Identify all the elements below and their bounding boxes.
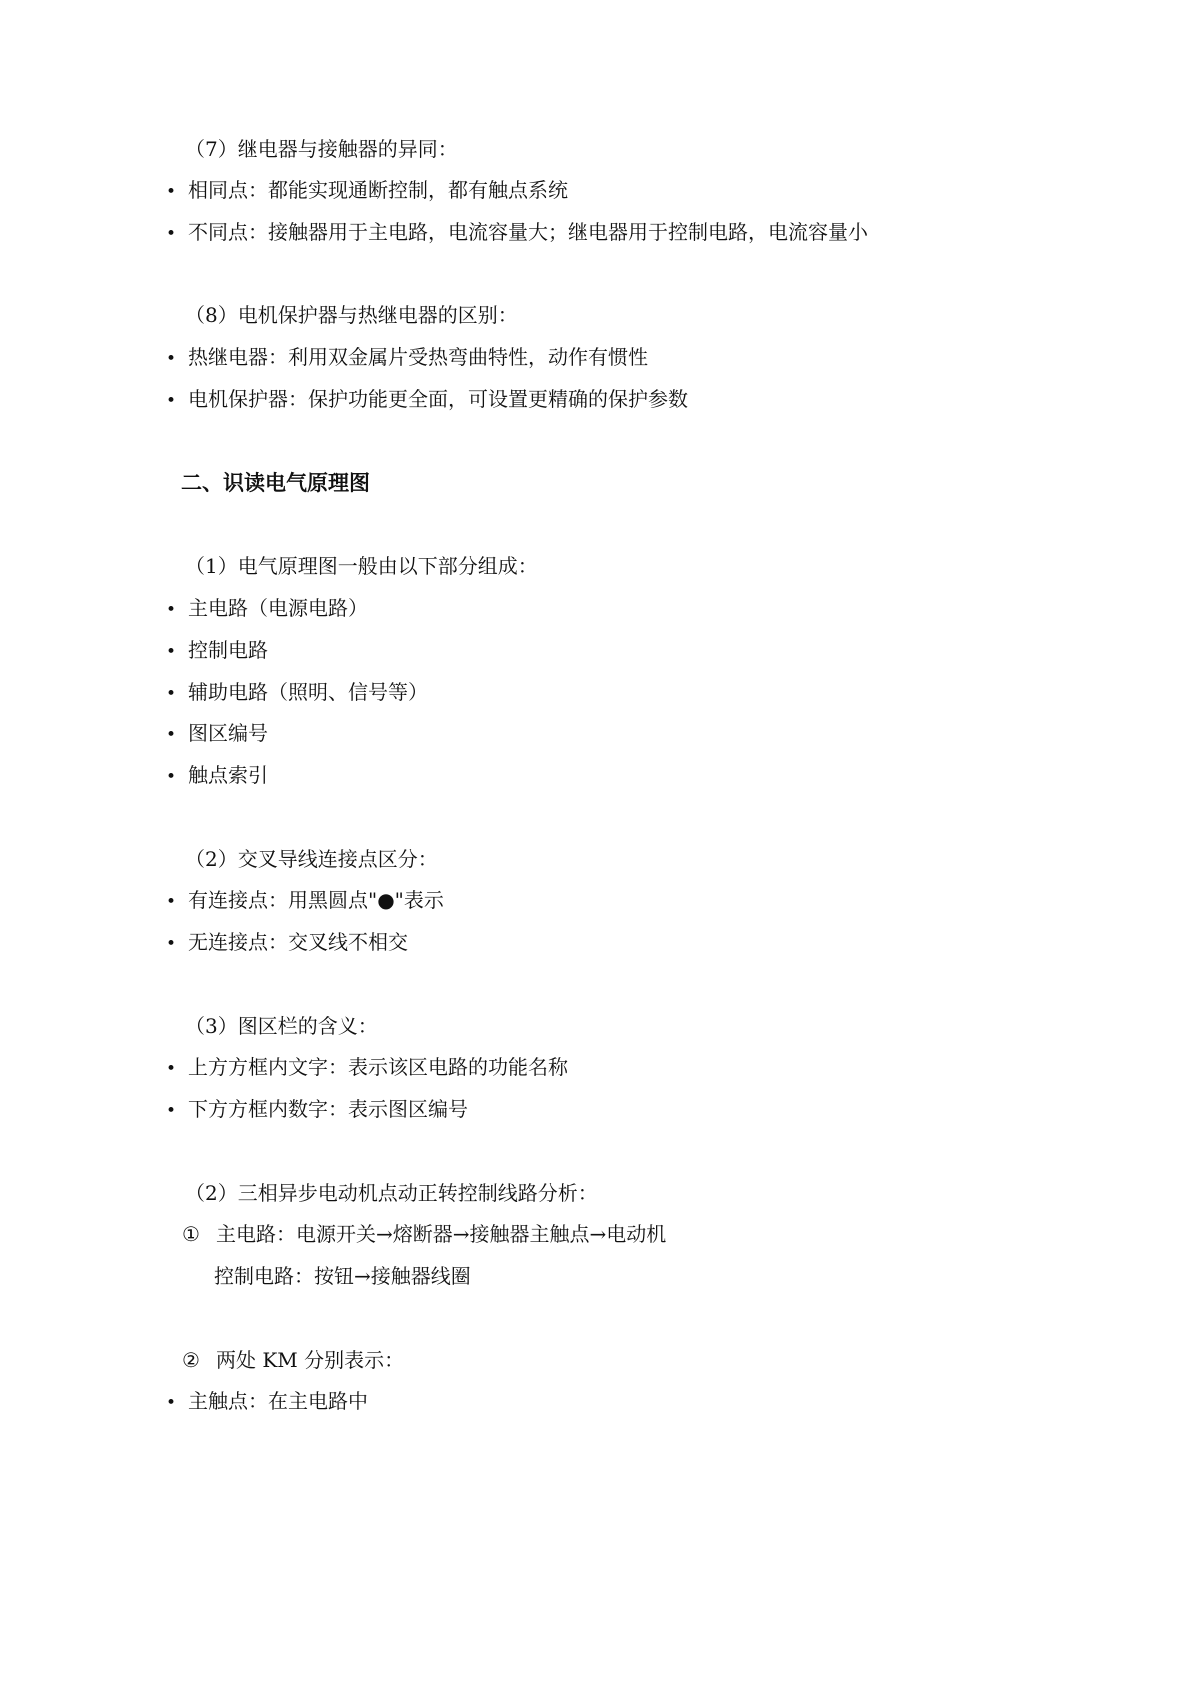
list-item-text: 电机保护器：保护功能更全面，可设置更精确的保护参数 bbox=[188, 387, 688, 411]
bullet-icon: • bbox=[166, 767, 177, 787]
list-item bbox=[166, 222, 868, 243]
bullet-icon: • bbox=[166, 934, 177, 954]
bullet-icon: • bbox=[166, 224, 177, 244]
numbered-point-continuation: 控制电路：按钮→接触器线圈 bbox=[214, 1264, 471, 1288]
numbered-point-text: 主电路：电源开关→熔断器→接触器主触点→电动机 bbox=[216, 1222, 667, 1246]
list-item-text: 主电路（电源电路） bbox=[188, 596, 368, 620]
list-item bbox=[166, 1391, 368, 1412]
list-item-text: 上方方框内文字：表示该区电路的功能名称 bbox=[188, 1055, 568, 1079]
list-item-text: 无连接点：交叉线不相交 bbox=[188, 930, 408, 954]
chapter-heading: 二、识读电气原理图 bbox=[181, 470, 370, 495]
bullet-icon: • bbox=[166, 892, 177, 912]
list-item bbox=[166, 932, 408, 953]
circled-number-two: ② bbox=[182, 1348, 200, 1372]
list-item bbox=[166, 640, 268, 661]
bullet-icon: • bbox=[166, 1393, 177, 1413]
section-7-title: （7）继电器与接触器的异同： bbox=[185, 137, 458, 161]
list-item-text: 辅助电路（照明、信号等） bbox=[188, 680, 428, 704]
numbered-point bbox=[182, 1350, 404, 1370]
list-item-text: 不同点：接触器用于主电路，电流容量大；继电器用于控制电路，电流容量小 bbox=[188, 220, 868, 244]
bullet-icon: • bbox=[166, 349, 177, 369]
circled-number-one: ① bbox=[182, 1222, 200, 1246]
list-item-text: 主触点：在主电路中 bbox=[188, 1389, 368, 1413]
list-item-text: 触点索引 bbox=[188, 763, 268, 787]
list-item-text: 相同点：都能实现通断控制，都有触点系统 bbox=[188, 178, 568, 202]
part-1-title: （1）电气原理图一般由以下部分组成： bbox=[185, 554, 538, 578]
list-item-text: 热继电器：利用双金属片受热弯曲特性，动作有惯性 bbox=[188, 345, 648, 369]
numbered-point-text: 两处 KM 分别表示： bbox=[216, 1348, 405, 1372]
bullet-icon: • bbox=[166, 391, 177, 411]
list-item bbox=[166, 1057, 568, 1078]
list-item-text: 有连接点：用黑圆点"●"表示 bbox=[188, 888, 444, 912]
list-item bbox=[166, 890, 444, 911]
part-2-title: （2）交叉导线连接点区分： bbox=[185, 847, 438, 871]
list-item bbox=[166, 682, 428, 703]
list-item bbox=[166, 389, 688, 410]
bullet-icon: • bbox=[166, 684, 177, 704]
list-item bbox=[166, 598, 368, 619]
list-item bbox=[166, 180, 568, 201]
list-item bbox=[166, 1099, 468, 1120]
numbered-point bbox=[182, 1224, 666, 1244]
part-4-title: （2）三相异步电动机点动正转控制线路分析： bbox=[185, 1181, 598, 1205]
list-item bbox=[166, 765, 268, 786]
bullet-icon: • bbox=[166, 725, 177, 745]
bullet-icon: • bbox=[166, 182, 177, 202]
bullet-icon: • bbox=[166, 642, 177, 662]
list-item-text: 图区编号 bbox=[188, 721, 268, 745]
section-8-title: （8）电机保护器与热继电器的区别： bbox=[185, 303, 518, 327]
list-item bbox=[166, 723, 268, 744]
list-item-text: 下方方框内数字：表示图区编号 bbox=[188, 1097, 468, 1121]
bullet-icon: • bbox=[166, 1101, 177, 1121]
list-item-text: 控制电路 bbox=[188, 638, 268, 662]
bullet-icon: • bbox=[166, 600, 177, 620]
list-item bbox=[166, 347, 648, 368]
bullet-icon: • bbox=[166, 1059, 177, 1079]
part-3-title: （3）图区栏的含义： bbox=[185, 1014, 378, 1038]
